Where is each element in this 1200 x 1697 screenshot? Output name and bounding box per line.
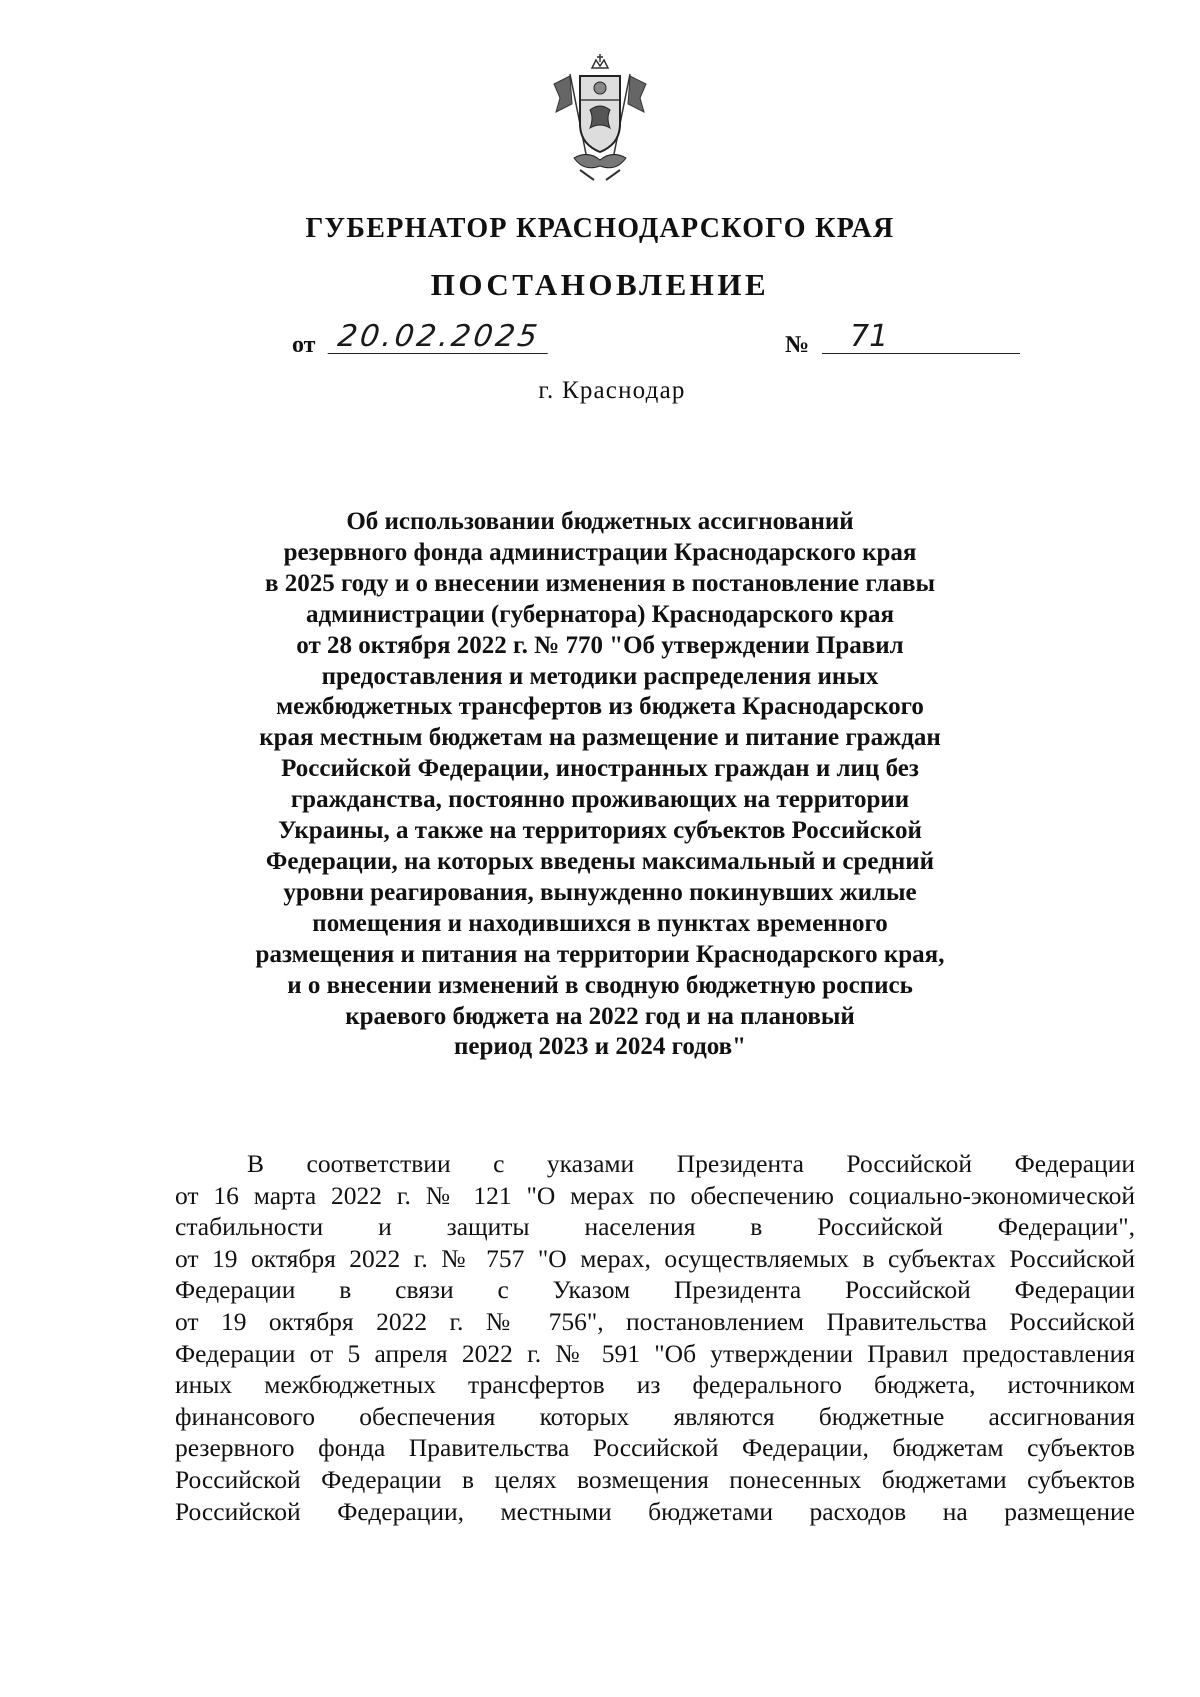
title-line: в 2025 году и о внесении изменения в постановление главы — [264, 569, 936, 597]
title-line: Об использовании бюджетных ассигнований — [346, 508, 854, 535]
body-line: В соответствии с указами Президента Российской Федерации — [247, 1149, 1135, 1178]
body-line: Федерации от 5 апреля 2022 г. № 591 "Об утверждении Правил предоставления — [175, 1338, 1135, 1368]
title-line: уровни реагирования, вынужденно покинувших жилые — [283, 878, 917, 906]
body-line: Российской Федерации, местными бюджетами расходов на размещение — [175, 1496, 1135, 1526]
title-line: от 28 октября 2022 г. № 770 "Об утверждении Правил — [296, 631, 904, 659]
title-line: Российской Федерации, иностранных граждан и лиц без — [281, 755, 919, 783]
body-line: Федерации в связи с Указом Президента Российской Федерации — [175, 1275, 1135, 1305]
body-line: от 19 октября 2022 г. № 756", постановлением Правительства Российской — [175, 1306, 1135, 1336]
document-type-heading: ПОСТАНОВЛЕНИЕ — [430, 267, 770, 302]
title-line: предоставления и методики распределения иных — [321, 662, 879, 690]
body-line: Российской Федерации в целях возмещения понесенных бюджетами субъектов — [175, 1464, 1135, 1494]
title-line: гражданства, постоянно проживающих на территории — [290, 786, 910, 814]
title-line: администрации (губернатора) Краснодарского края — [306, 600, 894, 628]
number-label: № — [785, 332, 810, 358]
issuer-heading: ГУБЕРНАТОР КРАСНОДАРСКОГО КРАЯ — [305, 213, 895, 244]
title-line: и о внесении изменений в сводную бюджетную роспись — [287, 971, 913, 999]
title-line: краевого бюджета на 2022 год и на плановый — [345, 1002, 855, 1030]
document-number: 71 — [822, 320, 1020, 354]
body-line: от 16 марта 2022 г. № 121 "О мерах по обеспечению социально-экономической — [175, 1180, 1135, 1210]
body-line: стабильности и защиты населения в Российской Федерации", — [175, 1212, 1135, 1242]
body-line: финансового обеспечения которых являются бюджетные ассигнования — [175, 1401, 1135, 1431]
body-line: от 19 октября 2022 г. № 757 "О мерах, осуществляемых в субъектах Российской — [175, 1243, 1135, 1273]
title-line: размещения и питания на территории Краснодарского края, — [255, 940, 945, 968]
coat-of-arms-icon — [550, 54, 650, 184]
body-paragraph — [175, 1148, 1135, 1527]
title-line: период 2023 и 2024 годов" — [453, 1033, 747, 1061]
body-line: резервного фонда Правительства Российской Федерации, бюджетам субъектов — [175, 1433, 1135, 1463]
title-line: помещения и находившихся в пунктах временного — [312, 909, 888, 937]
document-date: 20.02.2025 — [328, 320, 553, 354]
body-line: иных межбюджетных трансфертов из федерального бюджета, источником — [175, 1370, 1135, 1400]
title-line: Украины, а также на территориях субъектов Российской — [278, 817, 922, 845]
date-label: от — [292, 332, 316, 358]
title-line: резервного фонда администрации Краснодарского края — [283, 538, 917, 566]
title-line: межбюджетных трансфертов из бюджета Краснодарского — [276, 693, 924, 721]
title-line: Федерации, на которых введены максимальный и средний — [265, 847, 935, 875]
city-line: г. Краснодар — [538, 377, 686, 404]
document-title — [150, 507, 1050, 1063]
title-line: края местным бюджетам на размещение и питание граждан — [259, 724, 941, 752]
